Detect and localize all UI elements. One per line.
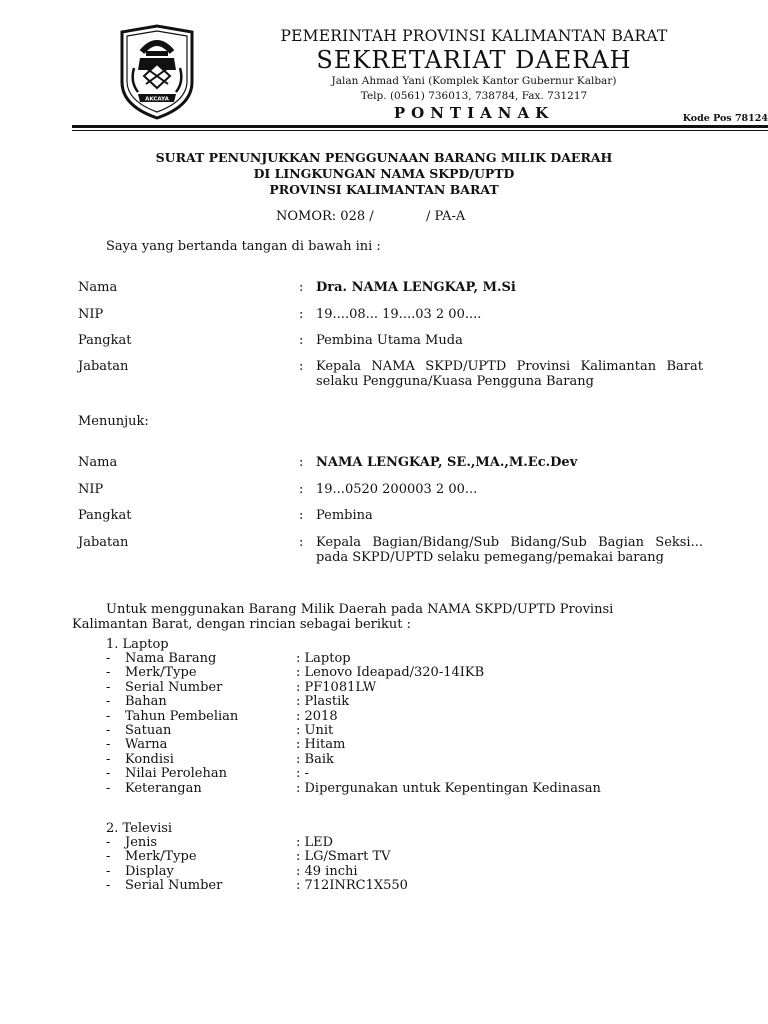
signer-nip: 19....08... 19....03 2 00.... [316,307,482,322]
logo-text: AKCAYA [145,96,169,103]
dash: - [106,679,111,695]
appointee-nip: 19...0520 200003 2 00... [316,482,478,497]
appointee-pangkat-colon: : [299,508,304,523]
letterhead [214,26,734,123]
dash: - [106,863,111,879]
field-value: : Baik [296,751,334,767]
field-key: Serial Number [125,878,223,894]
field-value: : Dipergunakan untuk Kepentingan Kedinasan [296,780,601,796]
signer-pangkat-label: Pangkat [78,333,132,348]
field-key: Merk/Type [125,849,197,865]
field-key: Keterangan [125,780,202,796]
signer-nama: Dra. NAMA LENGKAP, M.Si [316,280,516,295]
field-value: : 2018 [296,708,338,724]
signer-jabatan-colon: : [299,359,304,374]
field-value: : LED [296,835,334,850]
item-1-heading: 1. Laptop [106,637,169,652]
field-key: Jenis [125,835,158,850]
office-city: PONTIANAK [393,104,555,122]
signer-jabatan-label: Jabatan [78,359,129,374]
letter-number-suffix: / PA-A [426,209,466,224]
usage-paragraph-line-1: Untuk menggunakan Barang Milik Daerah pada NAMA SKPD/UPTD Provinsi [106,602,614,617]
signer-nip-label: NIP [78,307,104,322]
dash: - [106,722,111,738]
dash: - [106,651,111,666]
letterhead-rule-thick [72,125,768,128]
dash: - [106,694,111,710]
field-value: : LG/Smart TV [296,849,391,865]
field-key: Bahan [125,694,167,710]
appointee-pangkat: Pembina [316,508,373,523]
signer-pangkat-colon: : [299,333,304,348]
field-value: : - [296,766,309,782]
field-key: Satuan [125,722,172,738]
field-value: : Unit [296,722,334,738]
dash: - [106,665,111,681]
letter-number [276,209,465,224]
field-value: : Lenovo Ideapad/320-14IKB [296,665,485,681]
title-line-2: DI LINGKUNGAN NAMA SKPD/UPTD [253,166,515,181]
kalbar-coat-of-arms-icon [116,24,198,120]
appointee-pangkat-label: Pangkat [78,508,132,523]
title-line-3: PROVINSI KALIMANTAN BARAT [269,182,499,197]
office-address: Jalan Ahmad Yani (Komplek Kantor Gubernur Kalbar) [331,75,617,87]
menunjuk-label: Menunjuk: [78,414,149,429]
appointee-nama: NAMA LENGKAP, SE.,MA.,M.Ec.Dev [316,455,578,470]
appointee-nama-label: Nama [78,455,118,470]
dash: - [106,708,111,724]
appointee-nip-label: NIP [78,482,104,497]
office-phone: Telp. (0561) 736013, 738784, Fax. 731217 [360,90,588,102]
appointee-nama-colon: : [299,455,304,470]
field-key: Tahun Pembelian [125,708,239,724]
field-key: Nilai Perolehan [125,766,227,782]
government-name: PEMERINTAH PROVINSI KALIMANTAN BARAT [280,27,668,45]
field-key: Serial Number [125,679,223,695]
intro-text: Saya yang bertanda tangan di bawah ini : [106,239,381,254]
signer-jabatan: Kepala NAMA SKPD/UPTD Provinsi Kalimantan Barat selaku Pengguna/Kuasa Pengguna Barang [316,359,703,389]
dash: - [106,737,111,753]
letter-number-prefix: NOMOR: 028 / [276,209,374,224]
letter-title [0,150,768,198]
dash: - [106,780,111,796]
title-line-1: SURAT PENUNJUKKAN PENGGUNAAN BARANG MILIK DAERAH [155,150,613,165]
dash: - [106,878,111,894]
usage-paragraph-line-2: Kalimantan Barat, dengan rincian sebagai berikut : [72,617,412,632]
field-value: : Plastik [296,694,350,710]
field-value: : PF1081LW [296,679,377,695]
dash: - [106,835,111,850]
signer-nama-colon: : [299,280,304,295]
dash: - [106,766,111,782]
field-key: Warna [125,737,168,753]
appointee-jabatan-colon: : [299,535,304,550]
field-key: Merk/Type [125,665,197,681]
field-value: : 712INRC1X550 [296,878,408,894]
dash: - [106,849,111,865]
field-key: Kondisi [125,751,174,767]
field-value: : Hitam [296,737,346,753]
signer-nama-label: Nama [78,280,118,295]
appointee-jabatan: Kepala Bagian/Bidang/Sub Bidang/Sub Bagian Seksi... pada SKPD/UPTD selaku pemegang/pemakai barang [316,535,703,565]
postal-code: Kode Pos 78124 [682,113,768,124]
item-2-heading: 2. Televisi [106,821,173,836]
field-key: Nama Barang [125,651,217,666]
signer-pangkat: Pembina Utama Muda [316,333,463,348]
appointee-jabatan-label: Jabatan [78,535,129,550]
office-name: SEKRETARIAT DAERAH [316,46,632,74]
appointee-nip-colon: : [299,482,304,497]
letterhead-rule-thin [72,130,768,131]
field-value: : Laptop [296,651,351,666]
field-value: : 49 inchi [296,863,358,879]
field-key: Display [125,863,174,879]
signer-nip-colon: : [299,307,304,322]
dash: - [106,751,111,767]
